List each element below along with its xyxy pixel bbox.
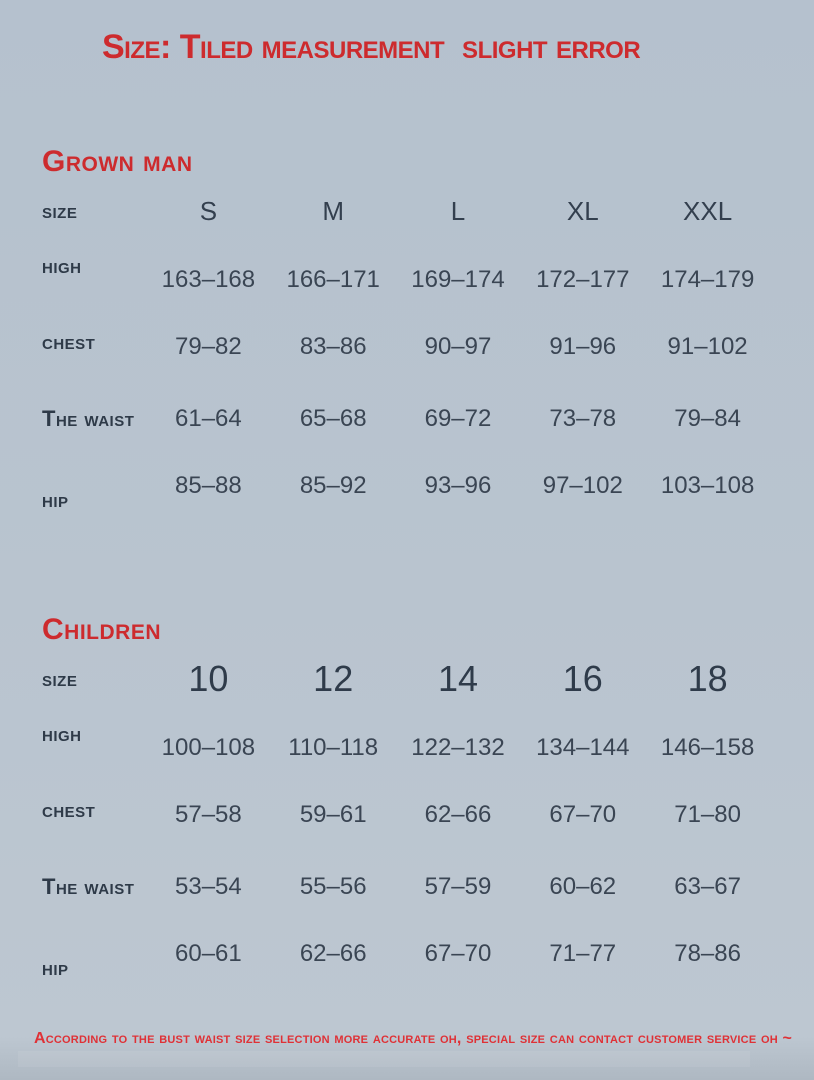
column-header-l: L bbox=[450, 195, 466, 226]
size-value: 73–78 bbox=[549, 405, 617, 433]
table-row-hip bbox=[0, 455, 814, 527]
size-value: 67–70 bbox=[549, 801, 617, 829]
size-value: 78–86 bbox=[674, 940, 741, 968]
size-value: 59–61 bbox=[299, 801, 367, 829]
size-value: 174–179 bbox=[660, 266, 755, 294]
size-value: 163–168 bbox=[161, 266, 256, 294]
table-row-waist bbox=[0, 851, 814, 923]
size-value: 110–118 bbox=[288, 734, 379, 762]
children-header-row bbox=[0, 651, 814, 707]
size-value: 62–66 bbox=[424, 801, 492, 829]
size-value: 62–66 bbox=[299, 940, 367, 968]
size-value: 71–80 bbox=[674, 801, 741, 829]
size-value: 166–171 bbox=[286, 266, 380, 294]
size-value: 100–108 bbox=[161, 734, 256, 762]
column-header-m: M bbox=[322, 195, 345, 226]
size-value: 55–56 bbox=[299, 873, 367, 901]
size-value: 85–92 bbox=[299, 472, 367, 500]
table-row-waist bbox=[0, 383, 814, 455]
row-label-size: size bbox=[42, 198, 78, 224]
row-label-hip: hip bbox=[42, 487, 69, 513]
column-header-12: 12 bbox=[313, 658, 354, 700]
size-value: 91–102 bbox=[667, 333, 748, 361]
row-label-waist: The waist bbox=[42, 874, 135, 900]
row-label-chest: chest bbox=[42, 797, 96, 823]
table-row-high bbox=[0, 239, 814, 311]
size-value: 90–97 bbox=[424, 333, 492, 361]
grown-man-header-row bbox=[0, 183, 814, 239]
size-value: 60–61 bbox=[175, 940, 242, 968]
column-header-s: S bbox=[199, 195, 218, 226]
size-value: 65–68 bbox=[299, 405, 367, 433]
row-label-chest: chest bbox=[42, 329, 96, 355]
table-row-chest bbox=[0, 311, 814, 383]
column-header-18: 18 bbox=[687, 658, 728, 700]
footer-note: According to the bust waist size selection more accurate oh, special size can contact customer service oh ~ bbox=[34, 1030, 793, 1048]
page-title: Size: Tiled measurement slight error bbox=[102, 28, 641, 66]
row-label-size: size bbox=[42, 666, 78, 692]
size-value: 91–96 bbox=[549, 333, 617, 361]
row-label-high: high bbox=[42, 253, 82, 279]
table-row-chest bbox=[0, 779, 814, 851]
size-value: 122–132 bbox=[411, 734, 505, 762]
table-row-high bbox=[0, 707, 814, 779]
row-label-high: high bbox=[42, 721, 82, 747]
column-header-10: 10 bbox=[188, 658, 229, 700]
size-value: 93–96 bbox=[424, 472, 492, 500]
size-value: 67–70 bbox=[424, 940, 492, 968]
column-header-xxl: XXL bbox=[683, 195, 733, 226]
size-value: 63–67 bbox=[674, 873, 741, 901]
size-value: 79–82 bbox=[175, 333, 242, 361]
children-heading: Children bbox=[42, 613, 161, 647]
column-header-14: 14 bbox=[437, 658, 479, 700]
size-value: 97–102 bbox=[542, 472, 623, 500]
row-label-hip: hip bbox=[42, 955, 69, 981]
size-value: 79–84 bbox=[674, 405, 741, 433]
size-value: 146–158 bbox=[660, 734, 755, 762]
table-row-hip bbox=[0, 923, 814, 995]
size-value: 60–62 bbox=[549, 873, 617, 901]
size-value: 69–72 bbox=[424, 405, 492, 433]
section-children bbox=[0, 615, 814, 995]
size-value: 57–58 bbox=[175, 801, 242, 829]
size-value: 71–77 bbox=[549, 940, 617, 968]
size-value: 85–88 bbox=[175, 472, 242, 500]
size-value: 169–174 bbox=[411, 266, 505, 294]
grown-man-heading: Grown man bbox=[42, 145, 193, 179]
row-label-waist: The waist bbox=[42, 406, 135, 432]
column-header-xl: XL bbox=[566, 195, 599, 226]
size-value: 83–86 bbox=[299, 333, 367, 361]
size-value: 134–144 bbox=[536, 734, 630, 762]
size-value: 53–54 bbox=[175, 873, 242, 901]
section-grown-man bbox=[0, 147, 814, 527]
column-header-16: 16 bbox=[562, 658, 603, 700]
size-value: 61–64 bbox=[175, 405, 242, 433]
size-value: 103–108 bbox=[660, 472, 755, 500]
size-value: 172–177 bbox=[536, 266, 630, 294]
size-value: 57–59 bbox=[424, 873, 492, 901]
